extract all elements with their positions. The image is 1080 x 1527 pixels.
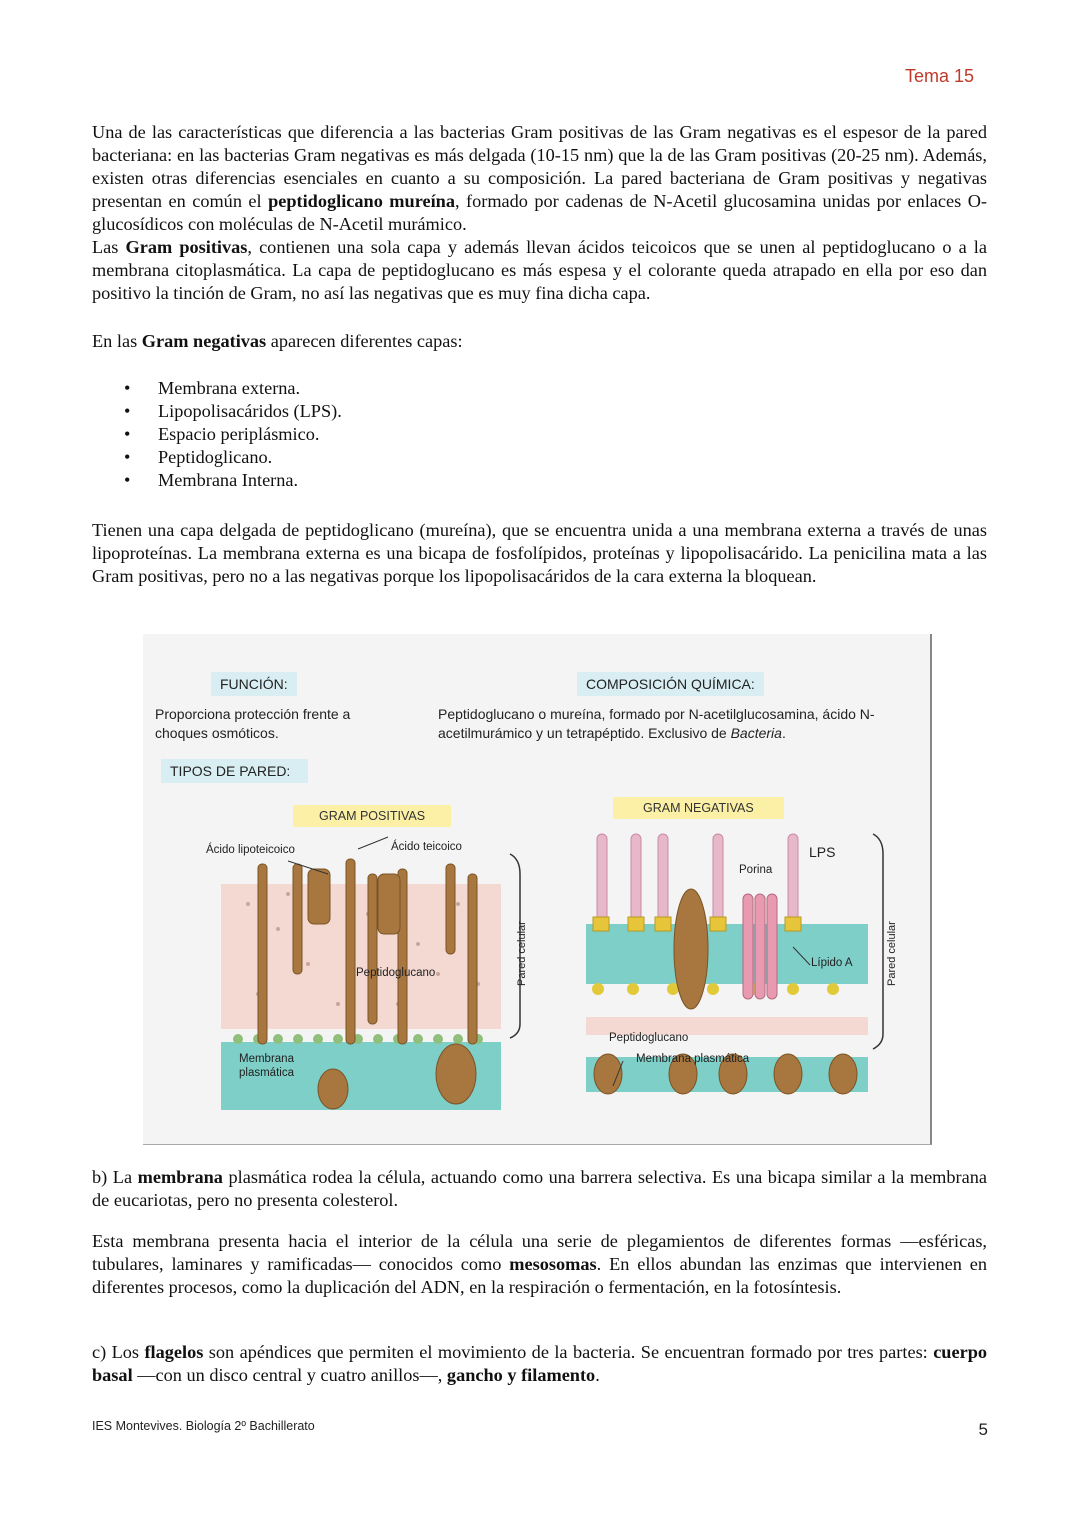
acido-teicoico-label: Ácido teicoico [391,841,462,853]
list-item: • Peptidoglicano. [120,446,342,469]
lps-label: LPS [809,844,836,860]
composicion-label: COMPOSICIÓN QUÍMICA: [577,672,764,696]
membrana-plasmatica-pos-label: Membrana plasmática [239,1053,294,1079]
footer-text: IES Montevives. Biología 2º Bachillerato [92,1419,315,1433]
gram-negative-label: GRAM NEGATIVAS [613,797,784,819]
gram-negative-diagram [583,829,888,1119]
list-item: • Lipopolisacáridos (LPS). [120,400,342,423]
porina-label: Porina [739,864,773,876]
composicion-text: Peptidoglucano o mureína, formado por N-acetilglucosamina, ácido N-acetilmurámico y un tetrapéptido. Exclusivo de Bacteria. [438,706,875,741]
peptidoglucano-pos-label: Peptidoglucano [356,967,436,979]
paragraph-mesosomes: Esta membrana presenta hacia el interior de la célula una serie de plegamientos de diferentes formas —esféricas, tubulares, laminares y ramificadas— conocidos como mesosomas. En ellos abundan las enzimas que intervienen en diferentes procesos, como la duplicación del ADN, en la respiración o fermentación, en la fotosíntesis. [92,1231,987,1297]
pared-celular-pos-label: Pared celular [516,921,528,986]
list-item: • Membrana Interna. [120,469,342,492]
cell-wall-figure [143,634,932,1148]
paragraph-plasma-membrane: b) La membrana plasmática rodea la célula, actuando como una barrera selectiva. Es una bicapa similar a la membrana de eucariotas, pero no presenta colesterol. [92,1167,987,1210]
outer-membrane [586,924,868,984]
membrane-protein [318,1069,348,1109]
pared-celular-neg-label: Pared celular [886,921,898,986]
membrane-protein [436,1044,476,1104]
pointer-line [358,837,388,849]
porin [743,894,777,999]
list-item: • Membrana externa. [120,377,342,400]
lipoprotein [674,889,708,1009]
chapter-header: Tema 15 [904,66,974,86]
gram-negative-layers-list [120,377,342,492]
membrana-plasmatica-neg-label: Membrana plasmática [636,1053,750,1065]
paragraph-thin-peptidoglycan: Tienen una capa delgada de peptidoglicano (mureína), que se encuentra unida a una membrana externa a través de unas lipoproteínas. La membrana externa es una bicapa de fosfolípidos, proteínas y lipopolisacárido. La penicilina mata a las Gram positivas, pero no a las negativas porque los lipopolisacáridos de la cara externa la bloquean. [92,520,987,586]
paragraph-wall-thickness: Una de las características que diferencia a las bacterias Gram positivas de las Gram negativas es el espesor de la pared bacteriana: en las bacterias Gram negativas es más delgada (10-15 nm) que la de las Gram positivas (20-25 nm). Además, existen otras diferencias esenciales en cuanto a su composición. La pared bacteriana de Gram positivas y negativas presentan en común el peptidoglicano mureína, formado por cadenas de N-Acetil glucosamina unidas por enlaces O-glucosídicos con moléculas de N-Acetil murámico. Las Gram positivas, contienen una sola capa y además llevan ácidos teicoicos que se unen al peptidoglucano o a la membrana citoplasmática. La capa de peptidoglucano es más espesa y el colorante queda atrapado en ella por eso dan positivo la tinción de Gram, no así las negativas que es muy fina dicha capa. [92,122,988,303]
outer-membrane-heads [592,983,839,995]
wall-bracket [873,834,883,1049]
list-item: • Espacio periplásmico. [120,423,342,446]
acido-lipoteicoico-label: Ácido lipoteicoico [206,844,295,856]
page-number: 5 [978,1420,988,1439]
gram-positive-label: GRAM POSITIVAS [293,805,451,827]
paragraph-flagella: c) Los flagelos son apéndices que permiten el movimiento de la bacteria. Se encuentran formado por tres partes: cuerpo basal —con un disco central y cuatro anillos—, gancho y filamento. [92,1342,988,1385]
tipos-label: TIPOS DE PARED: [161,759,308,783]
peptidoglucano-neg-label: Peptidoglucano [609,1032,689,1044]
funcion-label: FUNCIÓN: [211,672,297,696]
funcion-text: Proporciona protección frente a choques osmóticos. [155,706,351,741]
lipido-a-label: Lípido A [811,957,853,969]
paragraph-gram-negative-intro: En las Gram negativas aparecen diferentes capas: [92,331,463,351]
